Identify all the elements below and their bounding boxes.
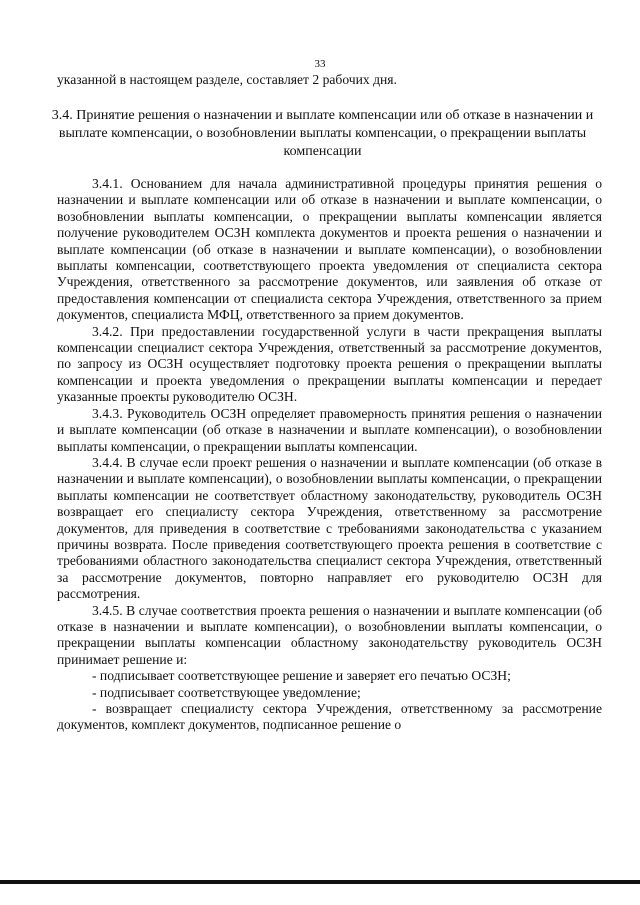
- paragraph-3-4-1: 3.4.1. Основанием для начала административной процедуры принятия решения о назначении и выплате компенсации или об отказе в назначении и выплате компенсации, о возобновлении выплаты компенсации, о прекращении выплаты компенсации является получение руководителем ОСЗН комплекта документов и проекта решения о назначении и выплате компенсации (об отказе в назначении и выплате компенсации), о возобновлении выплаты компенсации, соответствующего проекта уведомления от специалиста сектора Учреждения, ответственного за рассмотрение документов, или заявления об отказе от предоставления компенсации от специалиста сектора Учреждения, ответственного за прием документов, специалиста МФЦ, ответственного за прием документов.: [57, 176, 602, 323]
- bullet-item: - возвращает специалисту сектора Учреждения, ответственному за рассмотрение документов, комплект документов, подписанное решение о: [57, 701, 602, 733]
- page-number: 33: [314, 58, 326, 70]
- bottom-scan-edge-rule: [0, 880, 640, 884]
- bullet-item: - подписывает соответствующее решение и заверяет его печатью ОСЗН;: [92, 668, 511, 684]
- paragraph-3-4-2: 3.4.2. При предоставлении государственной услуги в части прекращения выплаты компенсации специалист сектора Учреждения, ответственный за рассмотрение документов, по запросу из ОСЗН осуществляет подготовку проекта решения о прекращении выплаты компенсации и проекта уведомления о прекращении выплаты компенсации и передает указанные проекты руководителю ОСЗН.: [57, 323, 602, 405]
- bullet-item: - подписывает соответствующее уведомление;: [92, 684, 361, 700]
- lead-line: указанной в настоящем разделе, составляет 2 рабочих дня.: [57, 72, 397, 87]
- section-title: 3.4. Принятие решения о назначении и выплате компенсации или об отказе в назначении и выплате компенсации, о возобновлении выплаты компенсации, о прекращении выплаты компенсации: [51, 108, 594, 159]
- paragraph-3-4-5: 3.4.5. В случае соответствия проекта решения о назначении и выплате компенсации (об отказе в назначении и выплате компенсации), о возобновлении выплаты компенсации, о прекращении выплаты компенсации областному законодательству руководитель ОСЗН принимает решение и:: [57, 602, 602, 667]
- paragraph-3-4-4: 3.4.4. В случае если проект решения о назначении и выплате компенсации (об отказе в назначении и выплате компенсации), о возобновлении выплаты компенсации, о прекращении выплаты компенсации не соответствует областному законодательству, руководитель ОСЗН возвращает его специалисту сектора Учреждения, ответственному за рассмотрение документов, для приведения в соответствие с требованиями законодательства с указанием причины возврата. После приведения соответствующего проекта решения в соответствие с требованиями областного законодательства специалист сектора Учреждения, ответственный за рассмотрение документов, повторно направляет его руководителю ОСЗН для рассмотрения.: [57, 454, 602, 602]
- paragraph-3-4-3: 3.4.3. Руководитель ОСЗН определяет правомерность принятия решения о назначении и выплате компенсации (об отказе в назначении и выплате компенсации), о возобновлении выплаты компенсации, о прекращении выплаты компенсации.: [57, 405, 602, 454]
- section-body: [57, 176, 602, 734]
